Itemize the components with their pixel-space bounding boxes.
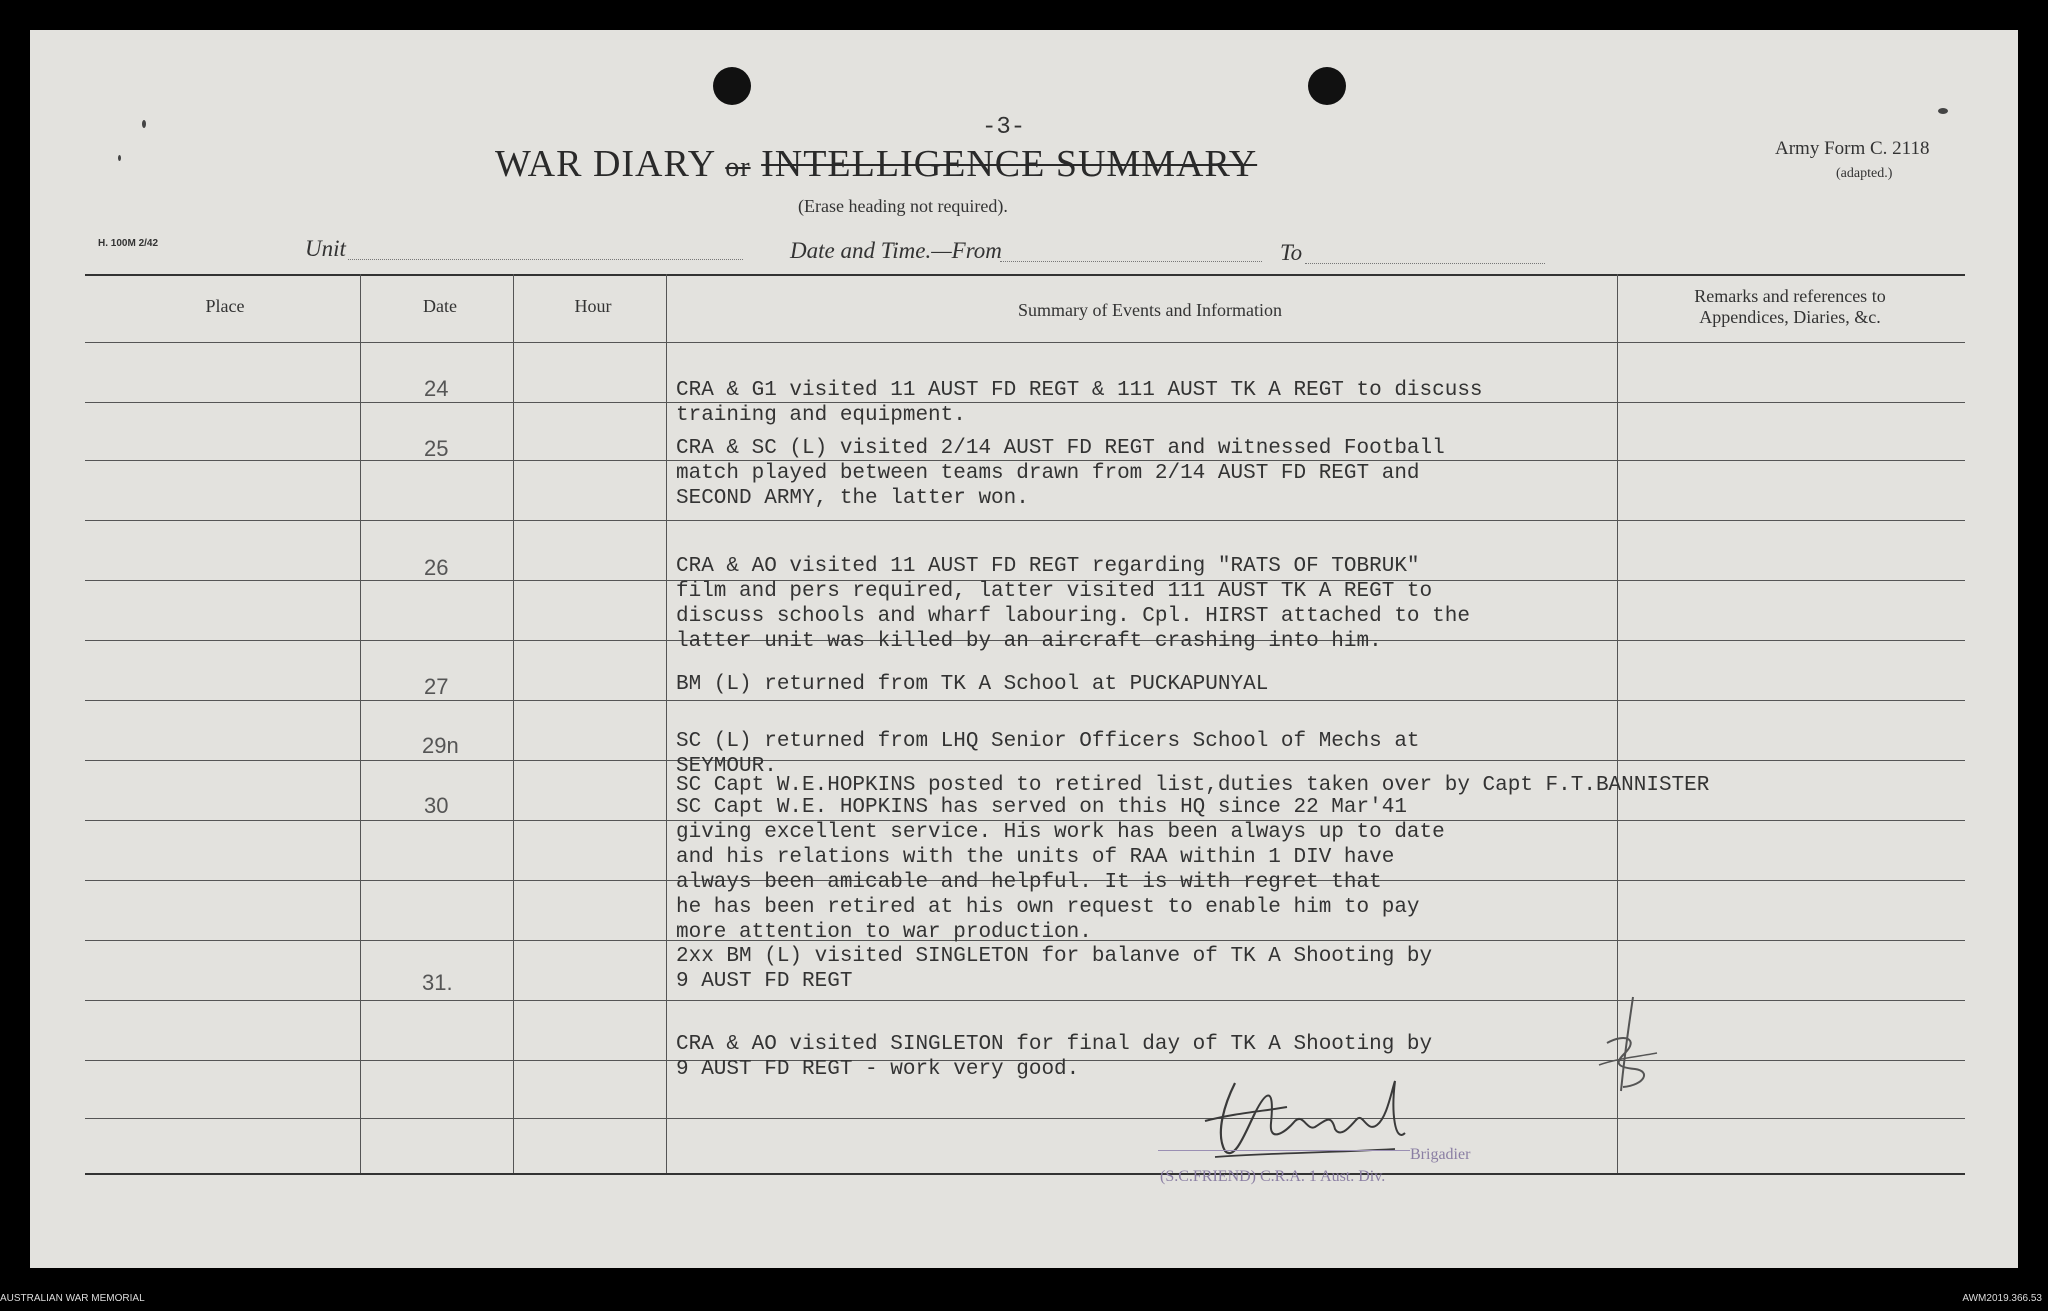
table-top-border — [85, 274, 1965, 276]
entry-line: film and pers required, latter visited 111 AUST TK A REGT to — [676, 580, 1433, 603]
entry-line: and his relations with the units of RAA within 1 DIV have — [676, 846, 1395, 869]
entry-line: more attention to war production. — [676, 921, 1092, 944]
to-label: To — [1280, 240, 1303, 265]
column-header-date: Date — [423, 296, 457, 316]
paper-speck — [118, 155, 121, 161]
stamp-line — [1158, 1150, 1410, 1151]
date-cell: 29n — [422, 733, 459, 758]
column-header-place: Place — [205, 296, 245, 316]
row-rule — [85, 760, 1965, 761]
punch-hole-left — [713, 67, 751, 105]
footer-accession-id: AWM2019.366.53 — [1962, 1293, 2042, 1304]
entry-line: 9 AUST FD REGT — [676, 970, 853, 993]
entry-line: match played between teams drawn from 2/14 AUST FD REGT and — [676, 462, 1420, 485]
entry-line: 2xx BM (L) visited SINGLETON for balanve of TK A Shooting by — [676, 945, 1433, 968]
column-header-remarks-line2: Appendices, Diaries, &c. — [1699, 307, 1881, 327]
date-cell: 26 — [424, 555, 449, 580]
title-struck: INTELLIGENCE SUMMARY — [761, 143, 1258, 185]
column-header-hour: Hour — [574, 296, 612, 316]
entry-line: SC Capt W.E. HOPKINS has served on this HQ since 22 Mar'41 — [676, 796, 1407, 819]
stamp-name: (S.C.FRIEND) C.R.A. 1 Aust. Div. — [1160, 1168, 1386, 1185]
unit-label: Unit — [305, 236, 346, 261]
entry-line: CRA & AO visited 11 AUST FD REGT regarding "RATS OF TOBRUK" — [676, 555, 1420, 578]
document-sheet — [30, 30, 2018, 1268]
entry-line: giving excellent service. His work has been always up to date — [676, 821, 1445, 844]
entry-line: always been amicable and helpful. It is with regret that — [676, 871, 1382, 894]
army-form-label: Army Form C. 2118 — [1775, 138, 1930, 159]
date-cell: 31. — [422, 970, 453, 995]
entry-line: BM (L) returned from TK A School at PUCKAPUNYAL — [676, 673, 1269, 696]
page-number: -3- — [982, 114, 1026, 141]
date-cell: 24 — [424, 376, 449, 401]
page-title — [495, 142, 1257, 186]
footer-source: AUSTRALIAN WAR MEMORIAL — [0, 1293, 145, 1304]
entry-line: SECOND ARMY, the latter won. — [676, 487, 1029, 510]
column-divider — [666, 274, 667, 1173]
entry-line: CRA & SC (L) visited 2/14 AUST FD REGT and witnessed Football — [676, 437, 1445, 460]
entry-line: SC (L) returned from LHQ Senior Officers School of Mechs at — [676, 730, 1420, 753]
header-row-rule — [85, 342, 1965, 343]
entry-line: SEYMOUR. — [676, 755, 777, 778]
entry-line: latter unit was killed by an aircraft crashing into him. — [676, 630, 1382, 653]
paper-speck — [1938, 108, 1948, 114]
column-divider — [513, 274, 514, 1173]
initials-mark — [1595, 995, 1665, 1095]
column-header-remarks: Remarks and references to — [1694, 286, 1886, 306]
entry-line: CRA & G1 visited 11 AUST FD REGT & 111 AUST TK A REGT to discuss — [676, 379, 1483, 402]
entry-line: he has been retired at his own request to enable him to pay — [676, 896, 1420, 919]
column-header-summary: Summary of Events and Information — [1018, 300, 1282, 320]
unit-field — [348, 259, 743, 260]
date-from-field — [1000, 261, 1262, 262]
print-code: H. 100M 2/42 — [98, 238, 159, 249]
title-or: or — [725, 152, 751, 183]
row-rule — [85, 1000, 1965, 1001]
entry-line: 9 AUST FD REGT - work very good. — [676, 1058, 1080, 1081]
adapted-label: (adapted.) — [1836, 166, 1893, 181]
date-time-label: Date and Time.—From — [790, 238, 1002, 263]
date-cell: 27 — [424, 674, 449, 699]
column-divider — [360, 274, 361, 1173]
row-rule — [85, 402, 1965, 403]
row-rule — [85, 460, 1965, 461]
row-rule — [85, 1118, 1965, 1119]
paper-speck — [142, 120, 146, 128]
stamp-rank: Brigadier — [1410, 1146, 1471, 1163]
entry-line: training and equipment. — [676, 404, 966, 427]
punch-hole-right — [1308, 67, 1346, 105]
date-cell: 25 — [424, 436, 449, 461]
entry-line: discuss schools and wharf labouring. Cpl. HIRST attached to the — [676, 605, 1470, 628]
subtitle: (Erase heading not required). — [798, 196, 1008, 216]
date-to-field — [1305, 263, 1545, 264]
row-rule — [85, 520, 1965, 521]
entry-line: CRA & AO visited SINGLETON for final day of TK A Shooting by — [676, 1033, 1433, 1056]
table-bottom-border — [85, 1173, 1965, 1175]
date-cell: 30 — [424, 793, 449, 818]
entry-line: SC Capt W.E.HOPKINS posted to retired list,duties taken over by Capt F.T.BANNISTER — [676, 774, 1710, 797]
row-rule — [85, 700, 1965, 701]
title-main: WAR DIARY — [495, 143, 715, 185]
